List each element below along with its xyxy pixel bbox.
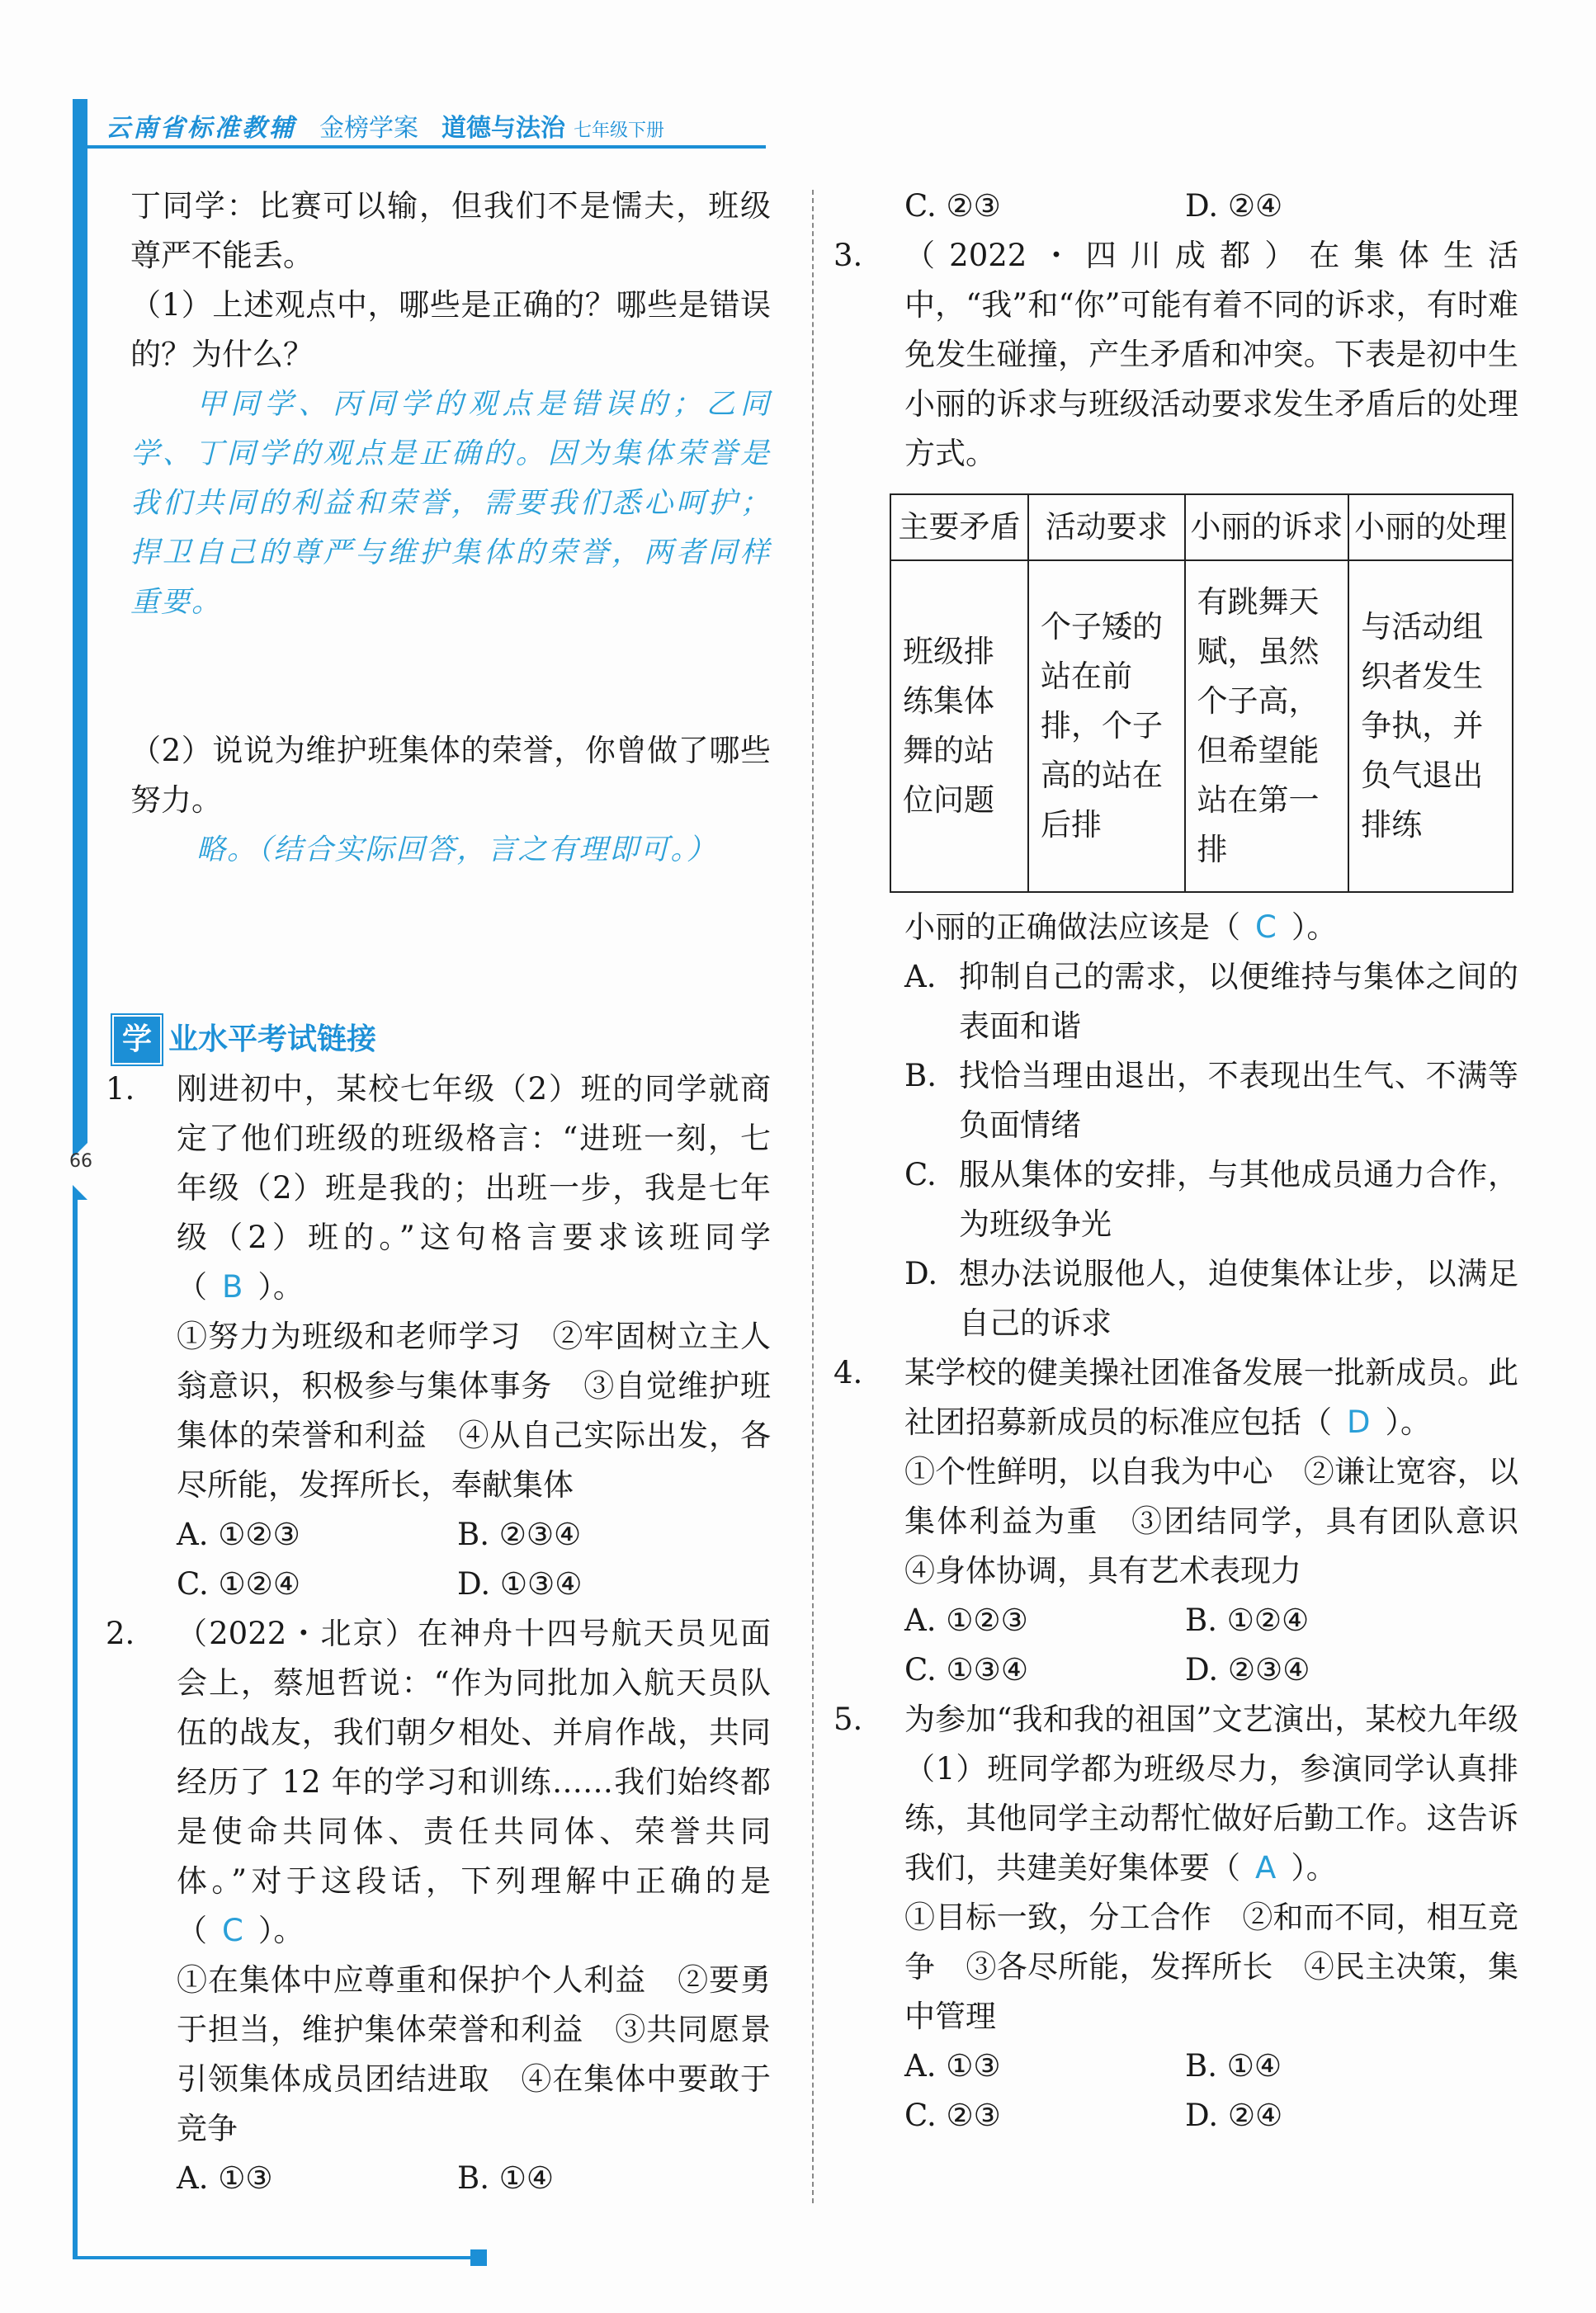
question-3-choices — [858, 952, 1518, 1348]
left-column — [106, 182, 771, 2203]
table-cell: 有跳舞天赋，虽然个子高，但希望能站在第一排 — [1185, 560, 1349, 892]
question-2-statements: ①在集体中应尊重和保护个人利益 ②要勇于担当，维护集体荣誉和利益 ③共同愿景引领集体成员团结进取 ④在集体中要敢于竞争 — [177, 1962, 771, 2146]
option-a: A. ①②③ — [177, 1517, 300, 1552]
question-number: 5. — [833, 1702, 863, 1737]
table-row — [890, 560, 1513, 892]
choice-b — [904, 1051, 1518, 1150]
choice-label: A. — [904, 959, 937, 994]
table-header-row — [890, 494, 1513, 560]
table-cell: 个子矮的站在前排，个子高的站在后排 — [1028, 560, 1185, 892]
bottom-rule — [73, 2256, 477, 2259]
choice-label: B. — [904, 1058, 937, 1093]
question-2-options — [130, 2154, 771, 2203]
option-d: D. ①③④ — [457, 1566, 583, 1602]
question-ask: 小丽的正确做法应该是（ — [904, 909, 1240, 945]
question-stem-end: ）。 — [1291, 1850, 1337, 1886]
question-stem-end: ）。 — [257, 1269, 304, 1305]
choice-text: 想办法说服他人，迫使集体让步，以满足自己的诉求 — [959, 1256, 1518, 1341]
question-stem: 为参加“我和我的祖国”文艺演出，某校九年级（1）班同学都为班级尽力，参演同学认真排练，其他同学主动帮忙做好后勤工作。这告诉我们，共建美好集体要（ — [904, 1702, 1518, 1886]
option-d: D. ②④ — [1185, 188, 1283, 224]
section-heading — [114, 1015, 771, 1064]
question-stem: 刚进初中，某校七年级（2）班的同学就商定了他们班级的班级格言：“进班一刻，七年级（2）班是我的；出班一步，我是七年级（2）班的。”这句格言要求该班同学（ — [177, 1071, 771, 1305]
question-1 — [106, 1064, 771, 1312]
conflict-table — [890, 493, 1513, 893]
side-bar-notch-bottom — [73, 1185, 87, 1200]
answer-blank: C — [1255, 909, 1277, 945]
question-4 — [833, 1348, 1518, 1447]
page-header — [73, 97, 766, 150]
option-b: B. ①②④ — [1185, 1603, 1310, 1638]
column-divider — [812, 190, 814, 2203]
subquestion-1-answer: 甲同学、丙同学的观点是错误的；乙同学、丁同学的观点是正确的。因为集体荣誉是我们共同的利益和荣誉，需要我们悉心呵护；捍卫自己的尊严与维护集体的荣誉，两者同样重要。 — [130, 388, 771, 619]
option-a: A. ①②③ — [904, 1603, 1028, 1638]
continued-paragraph: 丁同学：比赛可以输，但我们不是懦夫，班级尊严不能丢。 — [130, 188, 771, 273]
question-4-options — [858, 1596, 1518, 1695]
table-header: 主要矛盾 — [890, 494, 1028, 560]
subquestion-2-prompt: （2）说说为维护班集体的荣誉，你曾做了哪些努力。 — [130, 733, 771, 818]
header-rule — [73, 145, 766, 149]
side-bar-top — [73, 99, 87, 1143]
section-badge: 学 — [114, 1017, 160, 1063]
header-text — [106, 107, 664, 144]
answer-blank: C — [222, 1913, 243, 1948]
option-b: B. ①④ — [1185, 2048, 1282, 2084]
question-2-options-continued — [858, 182, 1518, 231]
section-title: 业水平考试链接 — [168, 1022, 377, 1056]
table-cell: 与活动组织者发生争执，并负气退出排练 — [1348, 560, 1513, 892]
question-4-statements: ①个性鲜明，以自我为中心 ②谦让宽容，以集体利益为重 ③团结同学，具有团队意识 ④身体协调，具有艺术表现力 — [904, 1454, 1549, 1588]
choice-label: D. — [904, 1256, 938, 1291]
table-header: 小丽的处理 — [1348, 494, 1513, 560]
header-brand: 云南省标准教辅 — [106, 114, 296, 143]
bottom-square — [470, 2249, 487, 2266]
header-grade: 七年级下册 — [574, 120, 665, 141]
choice-c — [904, 1150, 1518, 1249]
question-number: 3. — [833, 238, 863, 273]
header-subject: 道德与法治 — [441, 114, 565, 143]
side-bar-bottom — [73, 1200, 78, 2256]
option-d: D. ②③④ — [1185, 1652, 1310, 1688]
question-number: 2. — [106, 1616, 135, 1651]
option-a: A. ①③ — [904, 2048, 1001, 2084]
option-a: A. ①③ — [177, 2160, 273, 2196]
subquestion-2-answer: 略。（结合实际回答，言之有理即可。） — [196, 833, 718, 866]
question-stem-end: ）。 — [1385, 1404, 1431, 1440]
option-d: D. ②④ — [1185, 2098, 1283, 2133]
choice-text: 找恰当理由退出，不表现出生气、不满等负面情绪 — [959, 1058, 1518, 1143]
table-header: 小丽的诉求 — [1185, 494, 1349, 560]
table-cell: 班级排练集体舞的站位问题 — [890, 560, 1028, 892]
page-number: 66 — [69, 1151, 92, 1172]
choice-text: 服从集体的安排，与其他成员通力合作，为班级争光 — [959, 1157, 1518, 1242]
question-number: 1. — [106, 1071, 135, 1107]
header-series: 金榜学案 — [319, 114, 418, 143]
question-number: 4. — [833, 1355, 863, 1390]
option-c: C. ①③④ — [904, 1652, 1029, 1688]
right-column — [833, 182, 1549, 2141]
question-2 — [106, 1609, 771, 1956]
question-stem: 某学校的健美操社团准备发展一批新成员。此社团招募新成员的标准应包括（ — [904, 1355, 1518, 1440]
question-3 — [833, 231, 1518, 479]
question-5-options — [858, 2042, 1518, 2141]
table-header: 活动要求 — [1028, 494, 1185, 560]
option-b: B. ①④ — [457, 2160, 555, 2196]
option-c: C. ②③ — [904, 2098, 1001, 2133]
answer-blank: B — [222, 1269, 243, 1305]
answer-blank: D — [1347, 1404, 1371, 1440]
question-ask-end: ）。 — [1291, 909, 1338, 945]
question-stem: （2022・北京）在神舟十四号航天员见面会上，蔡旭哲说：“作为同批加入航天员队伍的战友，我们朝夕相处、并肩作战，共同经历了 12 年的学习和训练……我们始终都是使命共同体、责任共同体、荣誉共同体。”对于这段话，下列理解中正确的是（ — [177, 1616, 771, 1948]
option-b: B. ②③④ — [457, 1517, 582, 1552]
choice-a — [904, 952, 1518, 1051]
question-5-statements: ①目标一致，分工合作 ②和而不同，相互竞争 ③各尽所能，发挥所长 ④民主决策，集中管理 — [904, 1900, 1518, 2034]
question-1-statements: ①努力为班级和老师学习 ②牢固树立主人翁意识，积极参与集体事务 ③自觉维护班集体的荣誉和利益 ④从自己实际出发，各尽所能，发挥所长，奉献集体 — [177, 1319, 771, 1503]
question-5 — [833, 1695, 1518, 1893]
answer-blank: A — [1255, 1850, 1277, 1886]
option-c: C. ①②④ — [177, 1566, 301, 1602]
choice-text: 抑制自己的需求，以便维持与集体之间的表面和谐 — [959, 959, 1518, 1044]
choice-d — [904, 1249, 1518, 1348]
option-c: C. ②③ — [904, 188, 1001, 224]
question-3-ask — [858, 903, 1518, 952]
question-1-options — [130, 1510, 771, 1609]
question-stem: （2022・四川成都）在集体生活中，“我”和“你”可能有着不同的诉求，有时难免发生碰撞，产生矛盾和冲突。下表是初中生小丽的诉求与班级活动要求发生矛盾后的处理方式。 — [904, 238, 1518, 471]
question-stem-end: ）。 — [257, 1913, 305, 1948]
subquestion-1-prompt: （1）上述观点中，哪些是正确的？哪些是错误的？为什么？ — [130, 287, 771, 372]
choice-label: C. — [904, 1157, 937, 1192]
